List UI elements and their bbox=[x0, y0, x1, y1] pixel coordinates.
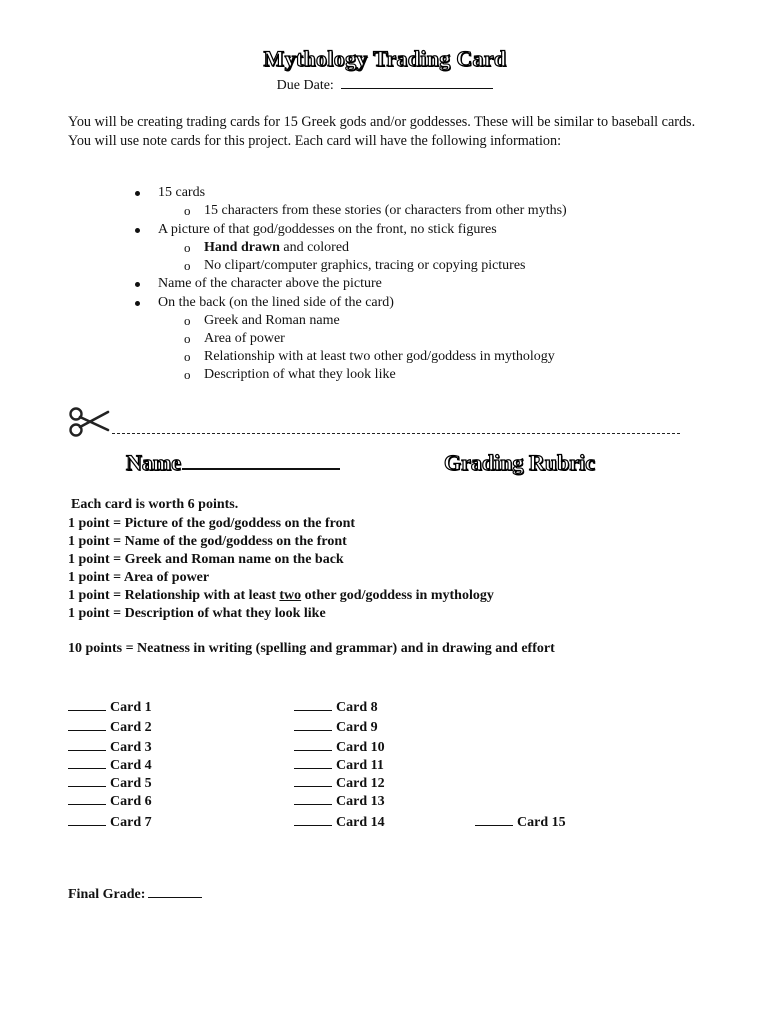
name-blank[interactable] bbox=[182, 454, 340, 470]
card-blank[interactable] bbox=[294, 738, 332, 751]
rubric-line: 1 point = Area of power bbox=[68, 570, 210, 585]
sub-bullet: o bbox=[184, 313, 191, 328]
card-blank[interactable] bbox=[68, 738, 106, 751]
two-underlined: two bbox=[279, 588, 302, 603]
rubric-line: 1 point = Name of the god/goddess on the front bbox=[68, 534, 347, 549]
rubric-line: 1 point = Greek and Roman name on the back bbox=[68, 552, 344, 567]
requirement-subitem: Description of what they look like bbox=[204, 367, 396, 382]
card-blank[interactable] bbox=[68, 774, 106, 787]
due-date-field[interactable] bbox=[341, 76, 493, 89]
requirement-subitem: No clipart/computer graphics, tracing or copying pictures bbox=[204, 258, 526, 273]
page-title: Mythology Trading Card bbox=[263, 46, 507, 71]
card-row: Card 5 bbox=[68, 774, 152, 792]
final-grade-blank[interactable] bbox=[148, 885, 202, 898]
requirement-subitem: Greek and Roman name bbox=[204, 313, 340, 328]
card-blank[interactable] bbox=[294, 792, 332, 805]
rubric-heading: Grading Rubric bbox=[444, 450, 595, 475]
due-date-label: Due Date: bbox=[276, 78, 334, 93]
card-blank[interactable] bbox=[294, 756, 332, 769]
card-row: Card 4 bbox=[68, 756, 152, 774]
card-row: Card 1 bbox=[68, 698, 152, 716]
sub-bullet: o bbox=[184, 203, 191, 218]
due-date-line bbox=[0, 76, 770, 94]
card-blank[interactable] bbox=[294, 813, 332, 826]
rubric-worth: Each card is worth 6 points. bbox=[71, 497, 239, 512]
card-row: Card 14 bbox=[294, 813, 385, 831]
bullet-dot bbox=[135, 301, 140, 306]
sub-bullet: o bbox=[184, 349, 191, 364]
card-blank[interactable] bbox=[294, 718, 332, 731]
requirement-item: Name of the character above the picture bbox=[158, 276, 382, 291]
name-field bbox=[126, 450, 340, 476]
sub-bullet: o bbox=[184, 367, 191, 382]
requirement-subitem: Area of power bbox=[204, 331, 285, 346]
bullet-dot bbox=[135, 282, 140, 287]
bullet-dot bbox=[135, 191, 140, 196]
card-blank[interactable] bbox=[68, 698, 106, 711]
card-blank[interactable] bbox=[475, 813, 513, 826]
name-label: Name bbox=[126, 450, 181, 475]
rubric-line-relationship: 1 point = Relationship with at least two other god/goddess in mythology bbox=[68, 588, 494, 603]
card-blank[interactable] bbox=[68, 792, 106, 805]
sub-bullet: o bbox=[184, 240, 191, 255]
final-grade-label: Final Grade: bbox=[68, 887, 146, 902]
sub-bullet: o bbox=[184, 258, 191, 273]
cut-line bbox=[112, 433, 680, 434]
requirement-item: 15 cards bbox=[158, 185, 206, 200]
card-row: Card 7 bbox=[68, 813, 152, 831]
card-row: Card 6 bbox=[68, 792, 152, 810]
requirement-subitem: Hand drawn and colored bbox=[204, 240, 350, 255]
card-blank[interactable] bbox=[68, 718, 106, 731]
rubric-line: 1 point = Picture of the god/goddess on the front bbox=[68, 516, 356, 531]
card-blank[interactable] bbox=[68, 813, 106, 826]
rubric-line: 1 point = Description of what they look like bbox=[68, 606, 326, 621]
card-row: Card 2 bbox=[68, 718, 152, 736]
requirement-subitem: 15 characters from these stories (or characters from other myths) bbox=[204, 203, 567, 218]
card-row: Card 9 bbox=[294, 718, 378, 736]
rubric-neatness: 10 points = Neatness in writing (spelling and grammar) and in drawing and effort bbox=[68, 641, 555, 656]
card-row: Card 11 bbox=[294, 756, 384, 774]
card-blank[interactable] bbox=[294, 698, 332, 711]
requirement-subitem: Relationship with at least two other god/goddess in mythology bbox=[204, 349, 555, 364]
sub-bullet: o bbox=[184, 331, 191, 346]
card-row: Card 12 bbox=[294, 774, 385, 792]
bullet-dot bbox=[135, 228, 140, 233]
requirement-item: A picture of that god/goddesses on the front, no stick figures bbox=[158, 222, 497, 237]
card-row: Card 8 bbox=[294, 698, 378, 716]
card-blank[interactable] bbox=[294, 774, 332, 787]
final-grade bbox=[68, 885, 202, 903]
requirement-item: On the back (on the lined side of the card) bbox=[158, 295, 394, 310]
intro-paragraph: You will be creating trading cards for 15 Greek gods and/or goddesses. These will be similar to baseball cards. You will use note cards for this project. Each card will have the following information: bbox=[68, 114, 696, 149]
card-row: Card 15 bbox=[475, 813, 566, 831]
card-row: Card 10 bbox=[294, 738, 385, 756]
card-row: Card 3 bbox=[68, 738, 152, 756]
hand-drawn-emphasis: Hand drawn bbox=[204, 240, 280, 255]
card-row: Card 13 bbox=[294, 792, 385, 810]
scissors-icon bbox=[68, 406, 110, 443]
card-blank[interactable] bbox=[68, 756, 106, 769]
